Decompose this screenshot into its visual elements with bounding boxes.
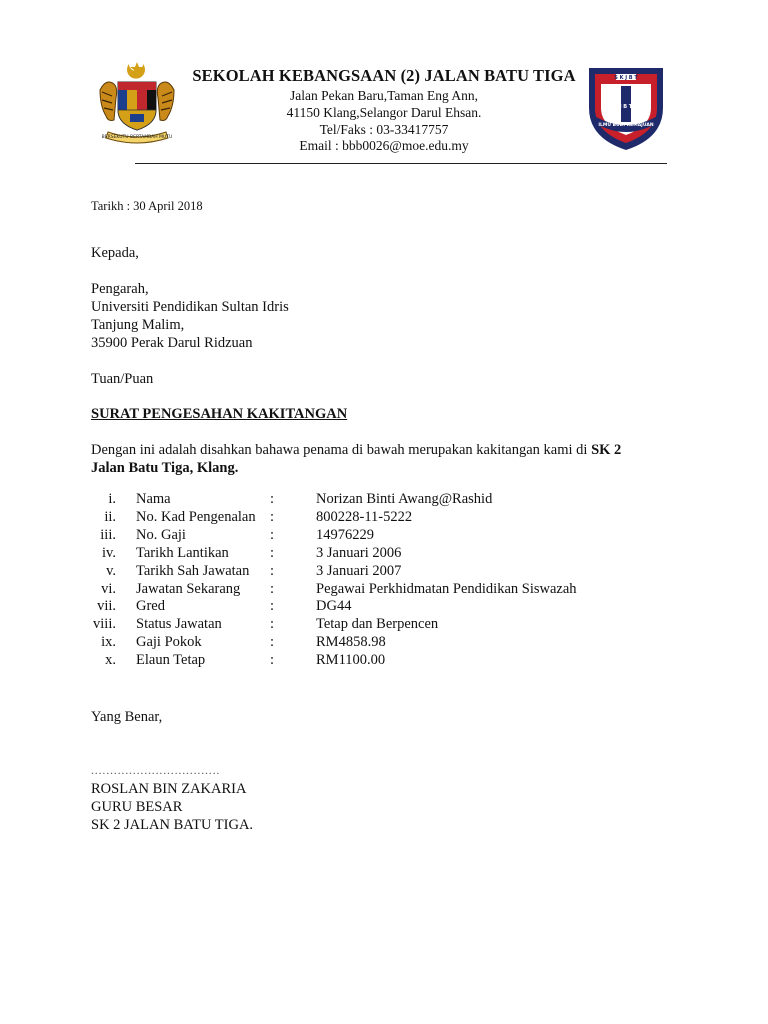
detail-row — [84, 598, 577, 616]
detail-field: No. Kad Pengenalan — [136, 508, 256, 525]
closing: Yang Benar, — [91, 709, 163, 725]
letter-date: Tarikh : 30 April 2018 — [91, 199, 203, 213]
recipient-org: Universiti Pendidikan Sultan Idris — [91, 299, 289, 315]
intro-bold-1: SK 2 — [591, 442, 622, 458]
detail-field: Elaun Tetap — [136, 652, 206, 669]
intro-text: Dengan ini adalah disahkan bahawa penama di bawah merupakan kakitangan kami di — [91, 442, 592, 458]
signatory-name: ROSLAN BIN ZAKARIA — [91, 781, 247, 797]
detail-field: Gred — [136, 598, 165, 615]
detail-number: viii. — [93, 616, 116, 633]
intro-bold-2: Jalan Batu Tiga, Klang. — [91, 460, 239, 476]
detail-field: Tarikh Sah Jawatan — [136, 562, 250, 579]
detail-colon: : — [270, 580, 275, 597]
detail-field: Jawatan Sekarang — [136, 580, 241, 597]
detail-value: DG44 — [316, 598, 352, 615]
detail-number: vi. — [101, 580, 116, 597]
detail-row — [84, 652, 577, 670]
detail-row — [84, 491, 577, 509]
address-line-1: Jalan Pekan Baru,Taman Eng Ann, — [289, 88, 478, 103]
detail-number: x. — [105, 652, 116, 669]
detail-field: Nama — [136, 491, 171, 507]
staff-details-table — [84, 491, 577, 670]
detail-number: i. — [108, 491, 116, 507]
phone-fax: Tel/Faks : 03-33417757 — [319, 122, 449, 137]
detail-row — [84, 563, 577, 581]
subject: SURAT PENGESAHAN KAKITANGAN — [91, 406, 348, 422]
detail-value: 800228-11-5222 — [316, 508, 413, 525]
badge-text-mid: J B T — [619, 104, 633, 110]
detail-number: iii. — [100, 526, 116, 543]
school-name: SEKOLAH KEBANGSAAN (2) JALAN BATU TIGA — [192, 66, 576, 85]
detail-colon: : — [270, 526, 275, 543]
detail-number: iv. — [102, 544, 116, 561]
detail-colon: : — [270, 652, 275, 669]
detail-row — [84, 634, 577, 652]
signatory-position: GURU BESAR — [91, 799, 183, 815]
greeting: Tuan/Puan — [91, 371, 154, 387]
detail-number: v. — [106, 562, 116, 579]
detail-value: Pegawai Perkhidmatan Pendidikan Siswazah — [316, 580, 577, 597]
address-line-2: 41150 Klang,Selangor Darul Ehsan. — [286, 105, 482, 120]
email: Email : bbb0026@moe.edu.my — [299, 138, 469, 153]
detail-row — [84, 581, 577, 599]
detail-field: Tarikh Lantikan — [136, 544, 229, 561]
detail-field: Status Jawatan — [136, 616, 222, 633]
detail-value: 3 Januari 2006 — [316, 544, 402, 561]
letterhead-divider — [135, 163, 667, 164]
detail-value: Norizan Binti Awang@Rashid — [316, 491, 493, 507]
detail-row — [84, 545, 577, 563]
detail-value: 3 Januari 2007 — [316, 562, 402, 579]
detail-colon: : — [270, 634, 275, 651]
detail-row — [84, 527, 577, 545]
intro-paragraph — [91, 441, 691, 477]
badge-text-top: S K J B T — [614, 75, 638, 81]
detail-row — [84, 616, 577, 634]
to-label: Kepada, — [91, 245, 139, 261]
detail-number: ii. — [104, 508, 116, 525]
detail-value: RM4858.98 — [316, 634, 386, 651]
detail-number: ix. — [101, 634, 116, 651]
detail-colon: : — [270, 562, 275, 579]
detail-colon: : — [270, 598, 275, 615]
detail-number: vii. — [97, 598, 116, 615]
detail-colon: : — [270, 508, 275, 525]
recipient-title: Pengarah, — [91, 281, 149, 297]
detail-row — [84, 509, 577, 527]
detail-colon: : — [270, 616, 275, 633]
recipient-city: Tanjung Malim, — [91, 317, 185, 333]
detail-colon: : — [270, 491, 275, 507]
signature-line: .................................. — [91, 763, 221, 777]
svg-text:BERSEKUTU BERTAMBAH MUTU: BERSEKUTU BERTAMBAH MUTU — [101, 135, 173, 140]
detail-field: No. Gaji — [136, 526, 186, 543]
detail-value: 14976229 — [316, 526, 374, 543]
detail-field: Gaji Pokok — [136, 634, 202, 651]
badge-motto: ILMU BUDI KEMAJUAN — [598, 123, 654, 128]
signatory-school: SK 2 JALAN BATU TIGA. — [91, 817, 254, 833]
recipient-postcode: 35900 Perak Darul Ridzuan — [91, 335, 253, 351]
detail-colon: : — [270, 544, 275, 561]
detail-value: RM1100.00 — [316, 652, 386, 669]
detail-value: Tetap dan Berpencen — [316, 616, 439, 633]
